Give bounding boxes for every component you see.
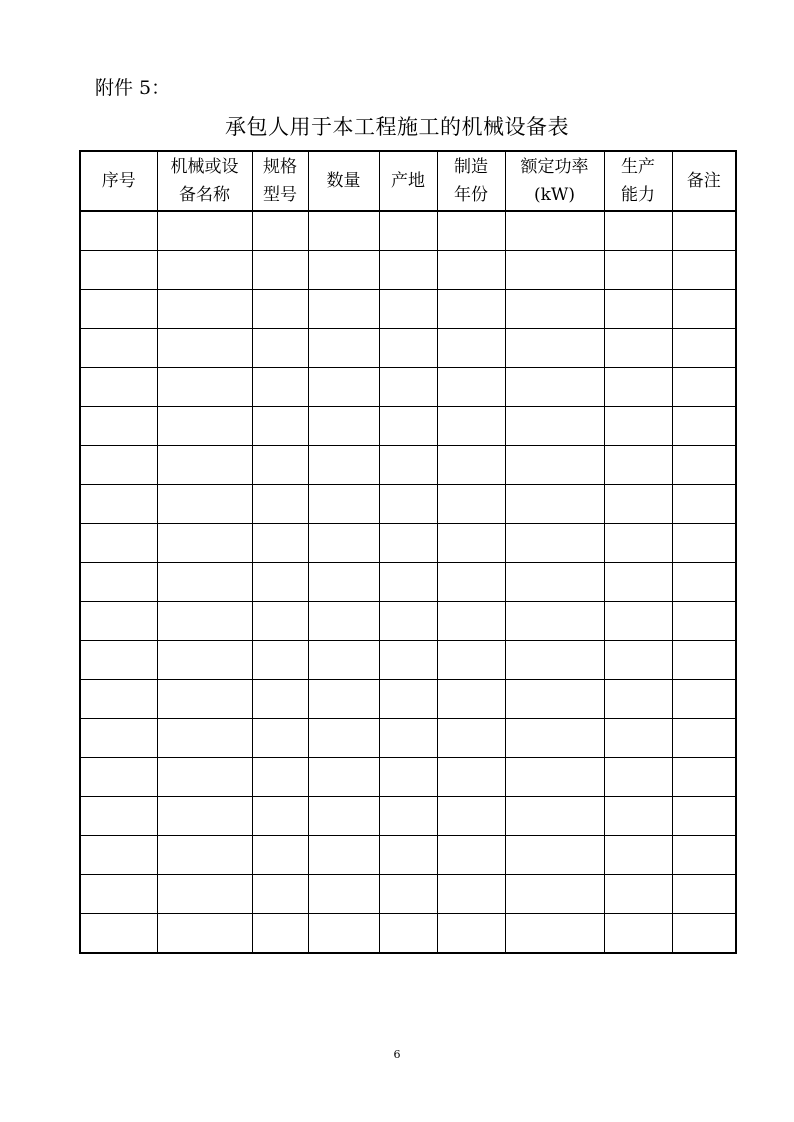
- table-cell-year: [437, 446, 505, 485]
- table-cell-capacity: [604, 290, 672, 329]
- table-row: [80, 641, 736, 680]
- table-cell-remark: [672, 914, 736, 954]
- table-cell-origin: [379, 914, 437, 954]
- column-header-line: 能力: [621, 185, 655, 205]
- table-row: [80, 485, 736, 524]
- table-cell-name: [157, 602, 252, 641]
- table-cell-name: [157, 407, 252, 446]
- table-cell-remark: [672, 524, 736, 563]
- column-header-power: [505, 151, 604, 211]
- table-cell-qty: [308, 211, 379, 251]
- table-cell-qty: [308, 719, 379, 758]
- table-cell-name: [157, 329, 252, 368]
- table-row: [80, 211, 736, 251]
- table-cell-qty: [308, 914, 379, 954]
- table-cell-power: [505, 446, 604, 485]
- column-header-seq: [80, 151, 157, 211]
- page-title: 承包人用于本工程施工的机械设备表: [225, 115, 569, 139]
- table-cell-name: [157, 446, 252, 485]
- table-cell-capacity: [604, 602, 672, 641]
- table-cell-power: [505, 641, 604, 680]
- table-cell-capacity: [604, 719, 672, 758]
- table-cell-year: [437, 329, 505, 368]
- table-cell-origin: [379, 758, 437, 797]
- table-cell-origin: [379, 446, 437, 485]
- table-cell-remark: [672, 758, 736, 797]
- table-cell-name: [157, 758, 252, 797]
- table-cell-capacity: [604, 368, 672, 407]
- table-cell-name: [157, 290, 252, 329]
- header-row: [80, 151, 736, 211]
- table-cell-power: [505, 407, 604, 446]
- table-cell-origin: [379, 680, 437, 719]
- table-cell-power: [505, 602, 604, 641]
- table-cell-capacity: [604, 251, 672, 290]
- table-cell-origin: [379, 329, 437, 368]
- table-cell-qty: [308, 563, 379, 602]
- table-cell-model: [252, 407, 308, 446]
- table-cell-seq: [80, 680, 157, 719]
- table-row: [80, 836, 736, 875]
- table-cell-capacity: [604, 680, 672, 719]
- table-cell-qty: [308, 290, 379, 329]
- table-cell-origin: [379, 368, 437, 407]
- table-cell-origin: [379, 797, 437, 836]
- table-row: [80, 758, 736, 797]
- table-cell-power: [505, 836, 604, 875]
- table-row: [80, 446, 736, 485]
- table-cell-seq: [80, 368, 157, 407]
- table-cell-power: [505, 914, 604, 954]
- table-cell-origin: [379, 407, 437, 446]
- table-cell-capacity: [604, 524, 672, 563]
- table-cell-capacity: [604, 641, 672, 680]
- table-cell-remark: [672, 641, 736, 680]
- table-row: [80, 290, 736, 329]
- table-row: [80, 563, 736, 602]
- table-cell-seq: [80, 719, 157, 758]
- table-cell-name: [157, 251, 252, 290]
- table-cell-seq: [80, 641, 157, 680]
- table-cell-model: [252, 797, 308, 836]
- table-cell-name: [157, 914, 252, 954]
- table-cell-remark: [672, 836, 736, 875]
- table-cell-remark: [672, 251, 736, 290]
- table-cell-model: [252, 758, 308, 797]
- table-cell-remark: [672, 680, 736, 719]
- table-cell-model: [252, 602, 308, 641]
- table-cell-name: [157, 680, 252, 719]
- table-cell-name: [157, 563, 252, 602]
- table-cell-capacity: [604, 797, 672, 836]
- table-cell-seq: [80, 407, 157, 446]
- table-cell-capacity: [604, 836, 672, 875]
- table-cell-model: [252, 680, 308, 719]
- table-cell-capacity: [604, 875, 672, 914]
- table-cell-power: [505, 758, 604, 797]
- table-row: [80, 251, 736, 290]
- table-cell-origin: [379, 836, 437, 875]
- column-header-line: 备名称: [179, 185, 230, 205]
- table-cell-power: [505, 719, 604, 758]
- table-cell-origin: [379, 485, 437, 524]
- table-row: [80, 602, 736, 641]
- table-cell-model: [252, 329, 308, 368]
- table-cell-qty: [308, 680, 379, 719]
- table-cell-seq: [80, 329, 157, 368]
- table-cell-origin: [379, 563, 437, 602]
- table-cell-remark: [672, 563, 736, 602]
- column-header-line: 年份: [454, 185, 488, 205]
- table-cell-qty: [308, 836, 379, 875]
- table-cell-year: [437, 368, 505, 407]
- table-cell-year: [437, 211, 505, 251]
- table-cell-model: [252, 211, 308, 251]
- table-cell-year: [437, 563, 505, 602]
- table-cell-power: [505, 251, 604, 290]
- table-cell-remark: [672, 875, 736, 914]
- table-cell-year: [437, 407, 505, 446]
- table-cell-model: [252, 251, 308, 290]
- table-cell-origin: [379, 875, 437, 914]
- table-cell-power: [505, 329, 604, 368]
- table-cell-model: [252, 641, 308, 680]
- table-cell-origin: [379, 290, 437, 329]
- column-header-line: 产地: [391, 171, 425, 191]
- table-cell-power: [505, 680, 604, 719]
- table-cell-qty: [308, 251, 379, 290]
- table-cell-name: [157, 836, 252, 875]
- table-cell-capacity: [604, 485, 672, 524]
- table-cell-name: [157, 524, 252, 563]
- table-cell-year: [437, 524, 505, 563]
- table-cell-qty: [308, 446, 379, 485]
- table-cell-seq: [80, 290, 157, 329]
- table-cell-seq: [80, 485, 157, 524]
- column-header-name: [157, 151, 252, 211]
- table-cell-origin: [379, 211, 437, 251]
- table-cell-capacity: [604, 329, 672, 368]
- table-cell-seq: [80, 836, 157, 875]
- column-header-model: [252, 151, 308, 211]
- table-cell-name: [157, 719, 252, 758]
- table-cell-remark: [672, 368, 736, 407]
- table-cell-origin: [379, 602, 437, 641]
- table-cell-capacity: [604, 758, 672, 797]
- table-cell-power: [505, 368, 604, 407]
- table-cell-remark: [672, 329, 736, 368]
- table-cell-qty: [308, 524, 379, 563]
- table-row: [80, 407, 736, 446]
- table-cell-origin: [379, 719, 437, 758]
- column-header-line: 型号: [263, 185, 297, 205]
- attachment-label: 附件 5：: [95, 77, 171, 99]
- table-cell-qty: [308, 368, 379, 407]
- table-cell-model: [252, 446, 308, 485]
- column-header-origin: [379, 151, 437, 211]
- column-header-line: 额定功率: [520, 157, 589, 177]
- table-cell-year: [437, 797, 505, 836]
- table-cell-year: [437, 758, 505, 797]
- table-cell-model: [252, 563, 308, 602]
- table-cell-qty: [308, 329, 379, 368]
- table-row: [80, 719, 736, 758]
- table-cell-remark: [672, 719, 736, 758]
- table-cell-seq: [80, 563, 157, 602]
- table-row: [80, 329, 736, 368]
- table-cell-seq: [80, 914, 157, 954]
- table-cell-model: [252, 485, 308, 524]
- column-header-line: 制造: [454, 157, 488, 177]
- table-cell-model: [252, 524, 308, 563]
- table-row: [80, 875, 736, 914]
- table-cell-model: [252, 719, 308, 758]
- table-cell-year: [437, 914, 505, 954]
- table-row: [80, 680, 736, 719]
- table-cell-year: [437, 290, 505, 329]
- table-cell-power: [505, 797, 604, 836]
- table-cell-name: [157, 211, 252, 251]
- table-cell-power: [505, 211, 604, 251]
- table-cell-capacity: [604, 446, 672, 485]
- table-row: [80, 797, 736, 836]
- table-cell-qty: [308, 875, 379, 914]
- column-header-remark: [672, 151, 736, 211]
- table-cell-year: [437, 602, 505, 641]
- table-cell-remark: [672, 446, 736, 485]
- column-header-line: 序号: [101, 171, 136, 191]
- table-cell-seq: [80, 602, 157, 641]
- table-cell-qty: [308, 485, 379, 524]
- table-cell-capacity: [604, 407, 672, 446]
- column-header-line: 机械或设: [170, 157, 239, 177]
- table-header: [80, 151, 736, 211]
- column-header-year: [437, 151, 505, 211]
- table-cell-remark: [672, 211, 736, 251]
- table-row: [80, 524, 736, 563]
- table-cell-origin: [379, 524, 437, 563]
- column-header-line: (kW): [533, 185, 576, 205]
- table-cell-seq: [80, 446, 157, 485]
- table-cell-year: [437, 680, 505, 719]
- table-cell-qty: [308, 602, 379, 641]
- table-cell-name: [157, 368, 252, 407]
- table-cell-capacity: [604, 914, 672, 954]
- table-cell-seq: [80, 251, 157, 290]
- column-header-qty: [308, 151, 379, 211]
- table-cell-year: [437, 485, 505, 524]
- table-cell-power: [505, 290, 604, 329]
- table-body: [80, 211, 736, 953]
- table-cell-seq: [80, 875, 157, 914]
- table-cell-year: [437, 641, 505, 680]
- table-cell-qty: [308, 641, 379, 680]
- table-cell-name: [157, 641, 252, 680]
- table-cell-model: [252, 368, 308, 407]
- table-row: [80, 368, 736, 407]
- column-header-line: 备注: [686, 171, 721, 191]
- table-cell-power: [505, 875, 604, 914]
- table-cell-origin: [379, 251, 437, 290]
- equipment-table: [79, 150, 737, 954]
- table-cell-remark: [672, 407, 736, 446]
- table-cell-model: [252, 836, 308, 875]
- table-cell-remark: [672, 602, 736, 641]
- page-number: 6: [393, 1048, 401, 1061]
- column-header-line: 生产: [621, 157, 655, 177]
- table-cell-seq: [80, 758, 157, 797]
- table-cell-remark: [672, 290, 736, 329]
- table-cell-qty: [308, 407, 379, 446]
- table-cell-qty: [308, 797, 379, 836]
- table-cell-name: [157, 875, 252, 914]
- table-cell-year: [437, 719, 505, 758]
- table-cell-qty: [308, 758, 379, 797]
- table-cell-power: [505, 563, 604, 602]
- column-header-capacity: [604, 151, 672, 211]
- table-cell-model: [252, 875, 308, 914]
- table-cell-name: [157, 797, 252, 836]
- table-cell-remark: [672, 797, 736, 836]
- table-cell-seq: [80, 524, 157, 563]
- table-cell-model: [252, 914, 308, 954]
- table-row: [80, 914, 736, 954]
- table-cell-capacity: [604, 211, 672, 251]
- table-cell-origin: [379, 641, 437, 680]
- table-cell-seq: [80, 797, 157, 836]
- table-cell-model: [252, 290, 308, 329]
- column-header-line: 数量: [326, 171, 361, 191]
- table-cell-capacity: [604, 563, 672, 602]
- table-cell-remark: [672, 485, 736, 524]
- table-cell-year: [437, 875, 505, 914]
- table-cell-year: [437, 836, 505, 875]
- table-cell-power: [505, 485, 604, 524]
- column-header-line: 规格: [263, 157, 297, 177]
- table-cell-seq: [80, 211, 157, 251]
- table-cell-power: [505, 524, 604, 563]
- table-cell-name: [157, 485, 252, 524]
- table-cell-year: [437, 251, 505, 290]
